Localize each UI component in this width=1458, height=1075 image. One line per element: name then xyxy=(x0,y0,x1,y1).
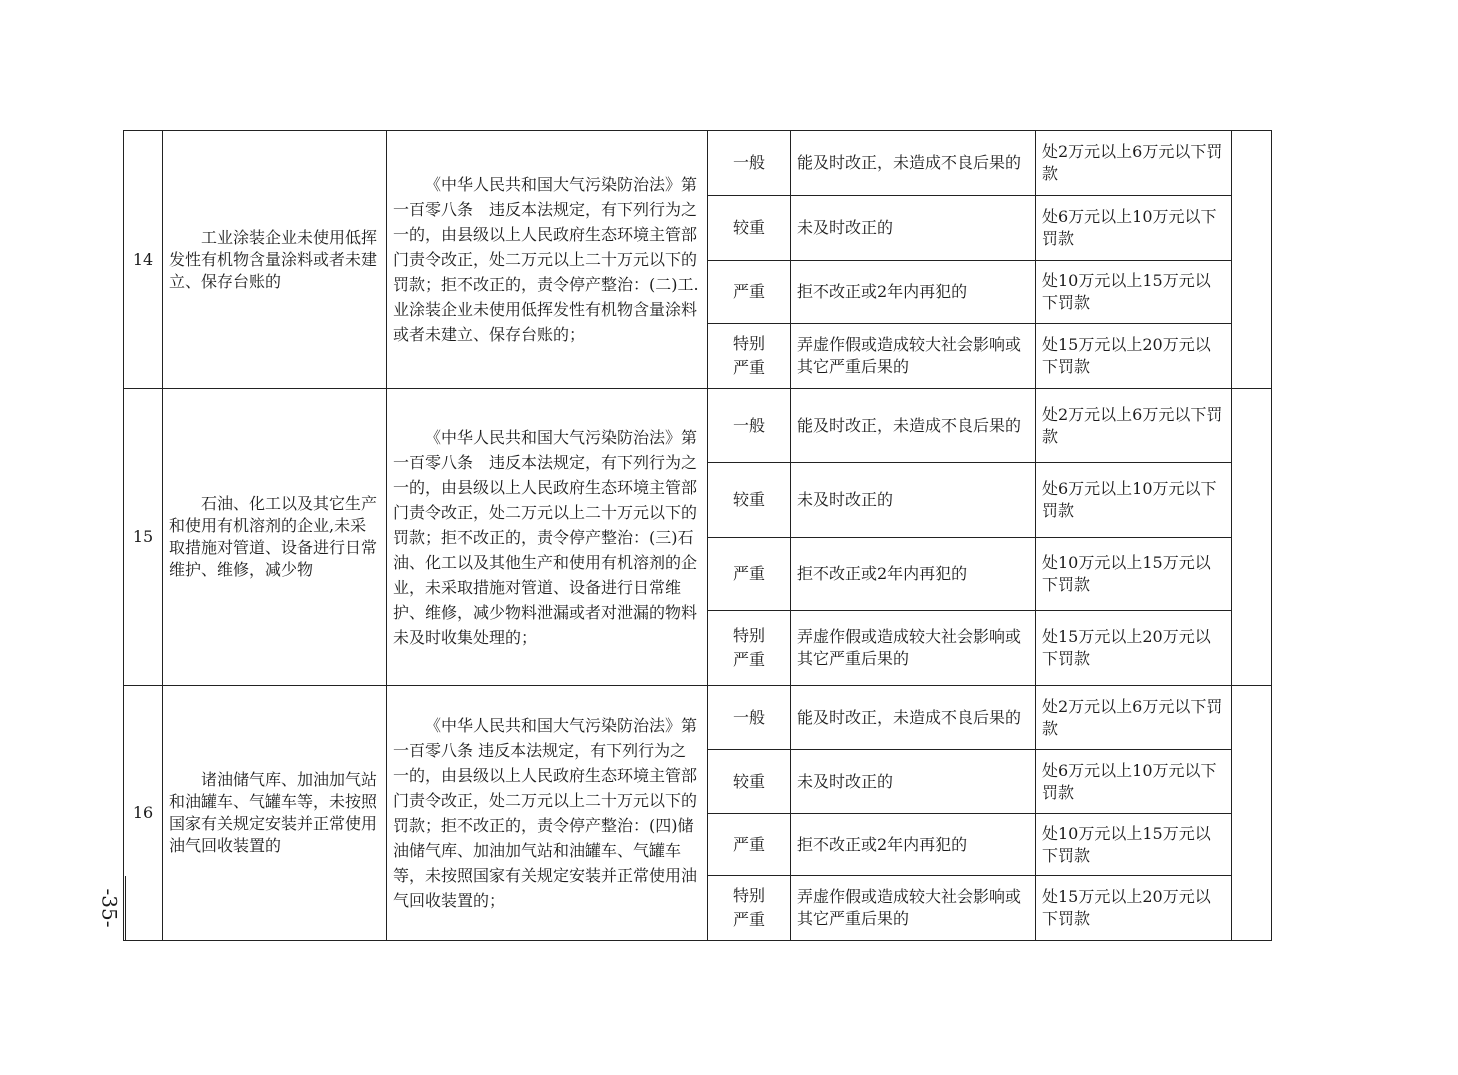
situation-serious: 未及时改正的 xyxy=(791,750,1036,814)
situation-general: 能及时改正，未造成不良后果的 xyxy=(791,389,1036,463)
level-serious: 较重 xyxy=(708,750,791,814)
situation-general: 能及时改正，未造成不良后果的 xyxy=(791,686,1036,750)
level-general: 一般 xyxy=(708,686,791,750)
situation-general: 能及时改正，未造成不良后果的 xyxy=(791,131,1036,196)
page-number xyxy=(92,876,126,940)
situation-grave: 拒不改正或2年内再犯的 xyxy=(791,538,1036,611)
amount-general: 处2万元以上6万元以下罚款 xyxy=(1036,389,1232,463)
legal-basis: 《中华人民共和国大气污染防治法》第一百零八条 违反本法规定，有下列行为之一的，由县级以上人民政府生态环境主管部门责令改正，处二万元以上二十万元以下的罚款；拒不改正的，责令停产整治：(四)储油储气库、加油加气站和油罐车、气罐车等，未按照国家有关规定安装并正常使用油气回收装置的； xyxy=(387,686,708,941)
situation-grave: 拒不改正或2年内再犯的 xyxy=(791,261,1036,324)
table-row xyxy=(124,389,1272,463)
level-special: 特别 严重 xyxy=(708,611,791,686)
amount-grave: 处10万元以上15万元以下罚款 xyxy=(1036,261,1232,324)
row-number: 16 xyxy=(124,686,163,941)
row-number: 14 xyxy=(124,131,163,389)
legal-basis: 《中华人民共和国大气污染防治法》第一百零八条 违反本法规定，有下列行为之一的，由县级以上人民政府生态环境主管部门责令改正，处二万元以上二十万元以下的罚款；拒不改正的，责令停产整治：(三)石油、化工以及其他生产和使用有机溶剂的企业，未采取措施对管道、设备进行日常维护、维修，减少物料泄漏或者对泄漏的物料未及时收集处理的； xyxy=(387,389,708,686)
situation-grave: 拒不改正或2年内再犯的 xyxy=(791,814,1036,876)
amount-special: 处15万元以上20万元以下罚款 xyxy=(1036,324,1232,389)
situation-special: 弄虚作假或造成较大社会影响或其它严重后果的 xyxy=(791,324,1036,389)
amount-grave: 处10万元以上15万元以下罚款 xyxy=(1036,814,1232,876)
situation-special: 弄虚作假或造成较大社会影响或其它严重后果的 xyxy=(791,611,1036,686)
penalty-table xyxy=(123,130,1272,941)
violation-description: 工业涂装企业未使用低挥发性有机物含量涂料或者未建立、保存台账的 xyxy=(163,131,387,389)
situation-special: 弄虚作假或造成较大社会影响或其它严重后果的 xyxy=(791,876,1036,941)
table-row xyxy=(124,131,1272,196)
situation-serious: 未及时改正的 xyxy=(791,463,1036,538)
level-serious: 较重 xyxy=(708,196,791,261)
level-general: 一般 xyxy=(708,131,791,196)
level-grave: 严重 xyxy=(708,538,791,611)
legal-basis: 《中华人民共和国大气污染防治法》第一百零八条 违反本法规定，有下列行为之一的，由县级以上人民政府生态环境主管部门责令改正，处二万元以上二十万元以下的罚款；拒不改正的，责令停产整治：(二)工.业涂装企业未使用低挥发性有机物含量涂料或者未建立、保存台账的； xyxy=(387,131,708,389)
page-number-divider xyxy=(125,876,126,940)
level-serious: 较重 xyxy=(708,463,791,538)
level-grave: 严重 xyxy=(708,261,791,324)
violation-description: 石油、化工以及其它生产和使用有机溶剂的企业,未采取措施对管道、设备进行日常维护、维修，减少物 xyxy=(163,389,387,686)
page-number-text: -35- xyxy=(97,888,121,928)
amount-serious: 处6万元以上10万元以下罚款 xyxy=(1036,463,1232,538)
amount-serious: 处6万元以上10万元以下罚款 xyxy=(1036,196,1232,261)
level-special: 特别 严重 xyxy=(708,876,791,941)
blank-cell xyxy=(1232,389,1272,686)
level-general: 一般 xyxy=(708,389,791,463)
row-number: 15 xyxy=(124,389,163,686)
amount-serious: 处6万元以上10万元以下罚款 xyxy=(1036,750,1232,814)
level-grave: 严重 xyxy=(708,814,791,876)
table-row xyxy=(124,686,1272,750)
blank-cell xyxy=(1232,131,1272,389)
amount-general: 处2万元以上6万元以下罚款 xyxy=(1036,686,1232,750)
amount-general: 处2万元以上6万元以下罚款 xyxy=(1036,131,1232,196)
blank-cell xyxy=(1232,686,1272,941)
situation-serious: 未及时改正的 xyxy=(791,196,1036,261)
amount-special: 处15万元以上20万元以下罚款 xyxy=(1036,611,1232,686)
amount-grave: 处10万元以上15万元以下罚款 xyxy=(1036,538,1232,611)
violation-description: 诸油储气库、加油加气站和油罐车、气罐车等，未按照国家有关规定安装并正常使用油气回收装置的 xyxy=(163,686,387,941)
level-special: 特别 严重 xyxy=(708,324,791,389)
amount-special: 处15万元以上20万元以下罚款 xyxy=(1036,876,1232,941)
